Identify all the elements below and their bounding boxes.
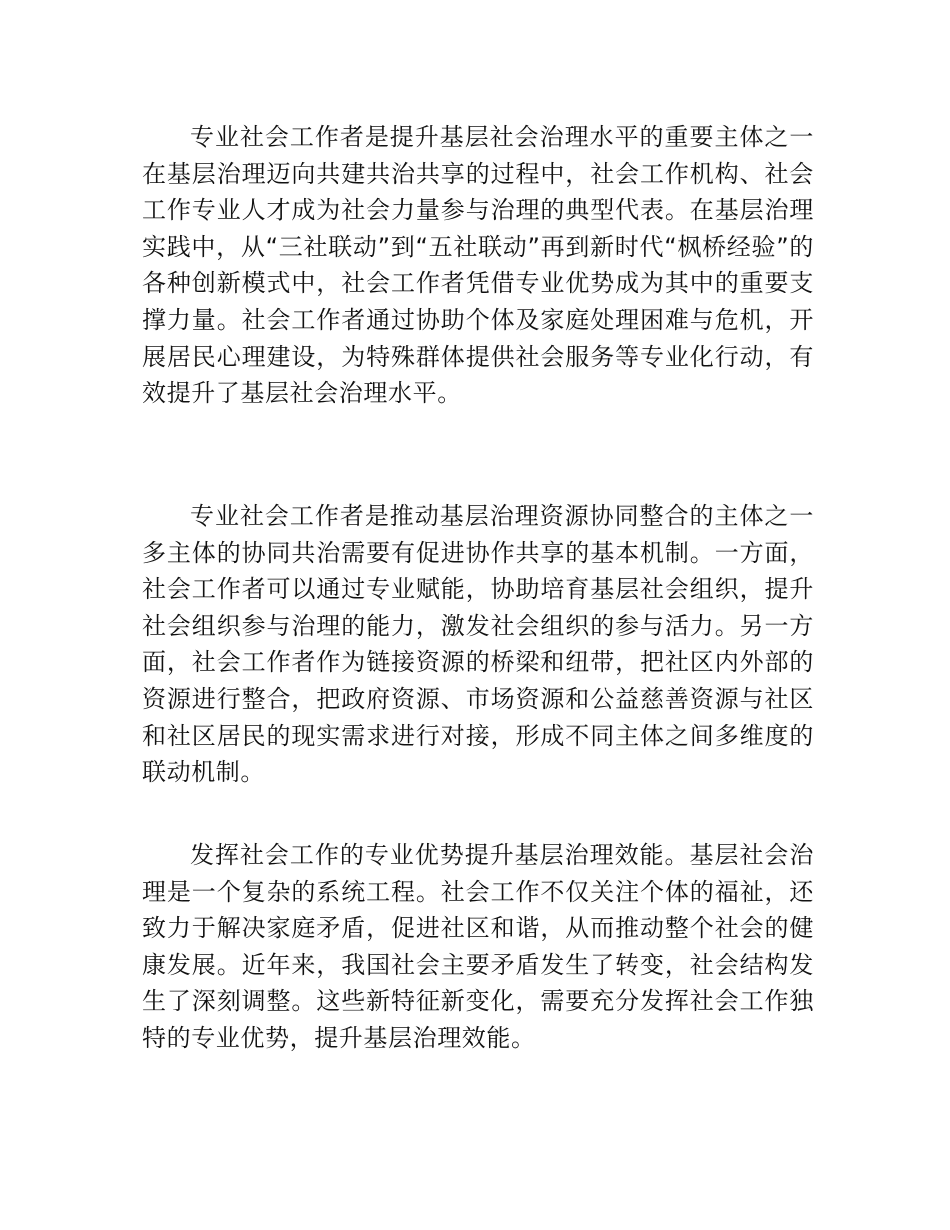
- paragraph-governance-effectiveness: 发挥社会工作的专业优势提升基层治理效能。基层社会治理是一个复杂的系统工程。社会工作不仅关注个体的福祉，还致力于解决家庭矛盾，促进社区和谐，从而推动整个社会的健康发展。近年来，我国社会主要矛盾发生了转变，社会结构发生了深刻调整。这些新特征新变化，需要充分发挥社会工作独特的专业优势，提升基层治理效能。: [142, 841, 814, 1052]
- paragraph-resource-integration: 专业社会工作者是推动基层治理资源协同整合的主体之一多主体的协同共治需要有促进协作共享的基本机制。一方面，社会工作者可以通过专业赋能，协助培育基层社会组织，提升社会组织参与治理的能力，激发社会组织的参与活力。另一方面，社会工作者作为链接资源的桥梁和纽带，把社区内外部的资源进行整合，把政府资源、市场资源和公益慈善资源与社区和社区居民的现实需求进行对接，形成不同主体之间多维度的联动机制。: [142, 502, 814, 787]
- paragraph-social-workers-governance-subject: 专业社会工作者是提升基层社会治理水平的重要主体之一在基层治理迈向共建共治共享的过程中，社会工作机构、社会工作专业人才成为社会力量参与治理的典型代表。在基层治理实践中，从“三社联动”到“五社联动”再到新时代“枫桥经验”的各种创新模式中，社会工作者凭借专业优势成为其中的重要支撑力量。社会工作者通过协助个体及家庭处理困难与危机，开展居民心理建设，为特殊群体提供社会服务等专业化行动，有效提升了基层社会治理水平。: [142, 123, 814, 408]
